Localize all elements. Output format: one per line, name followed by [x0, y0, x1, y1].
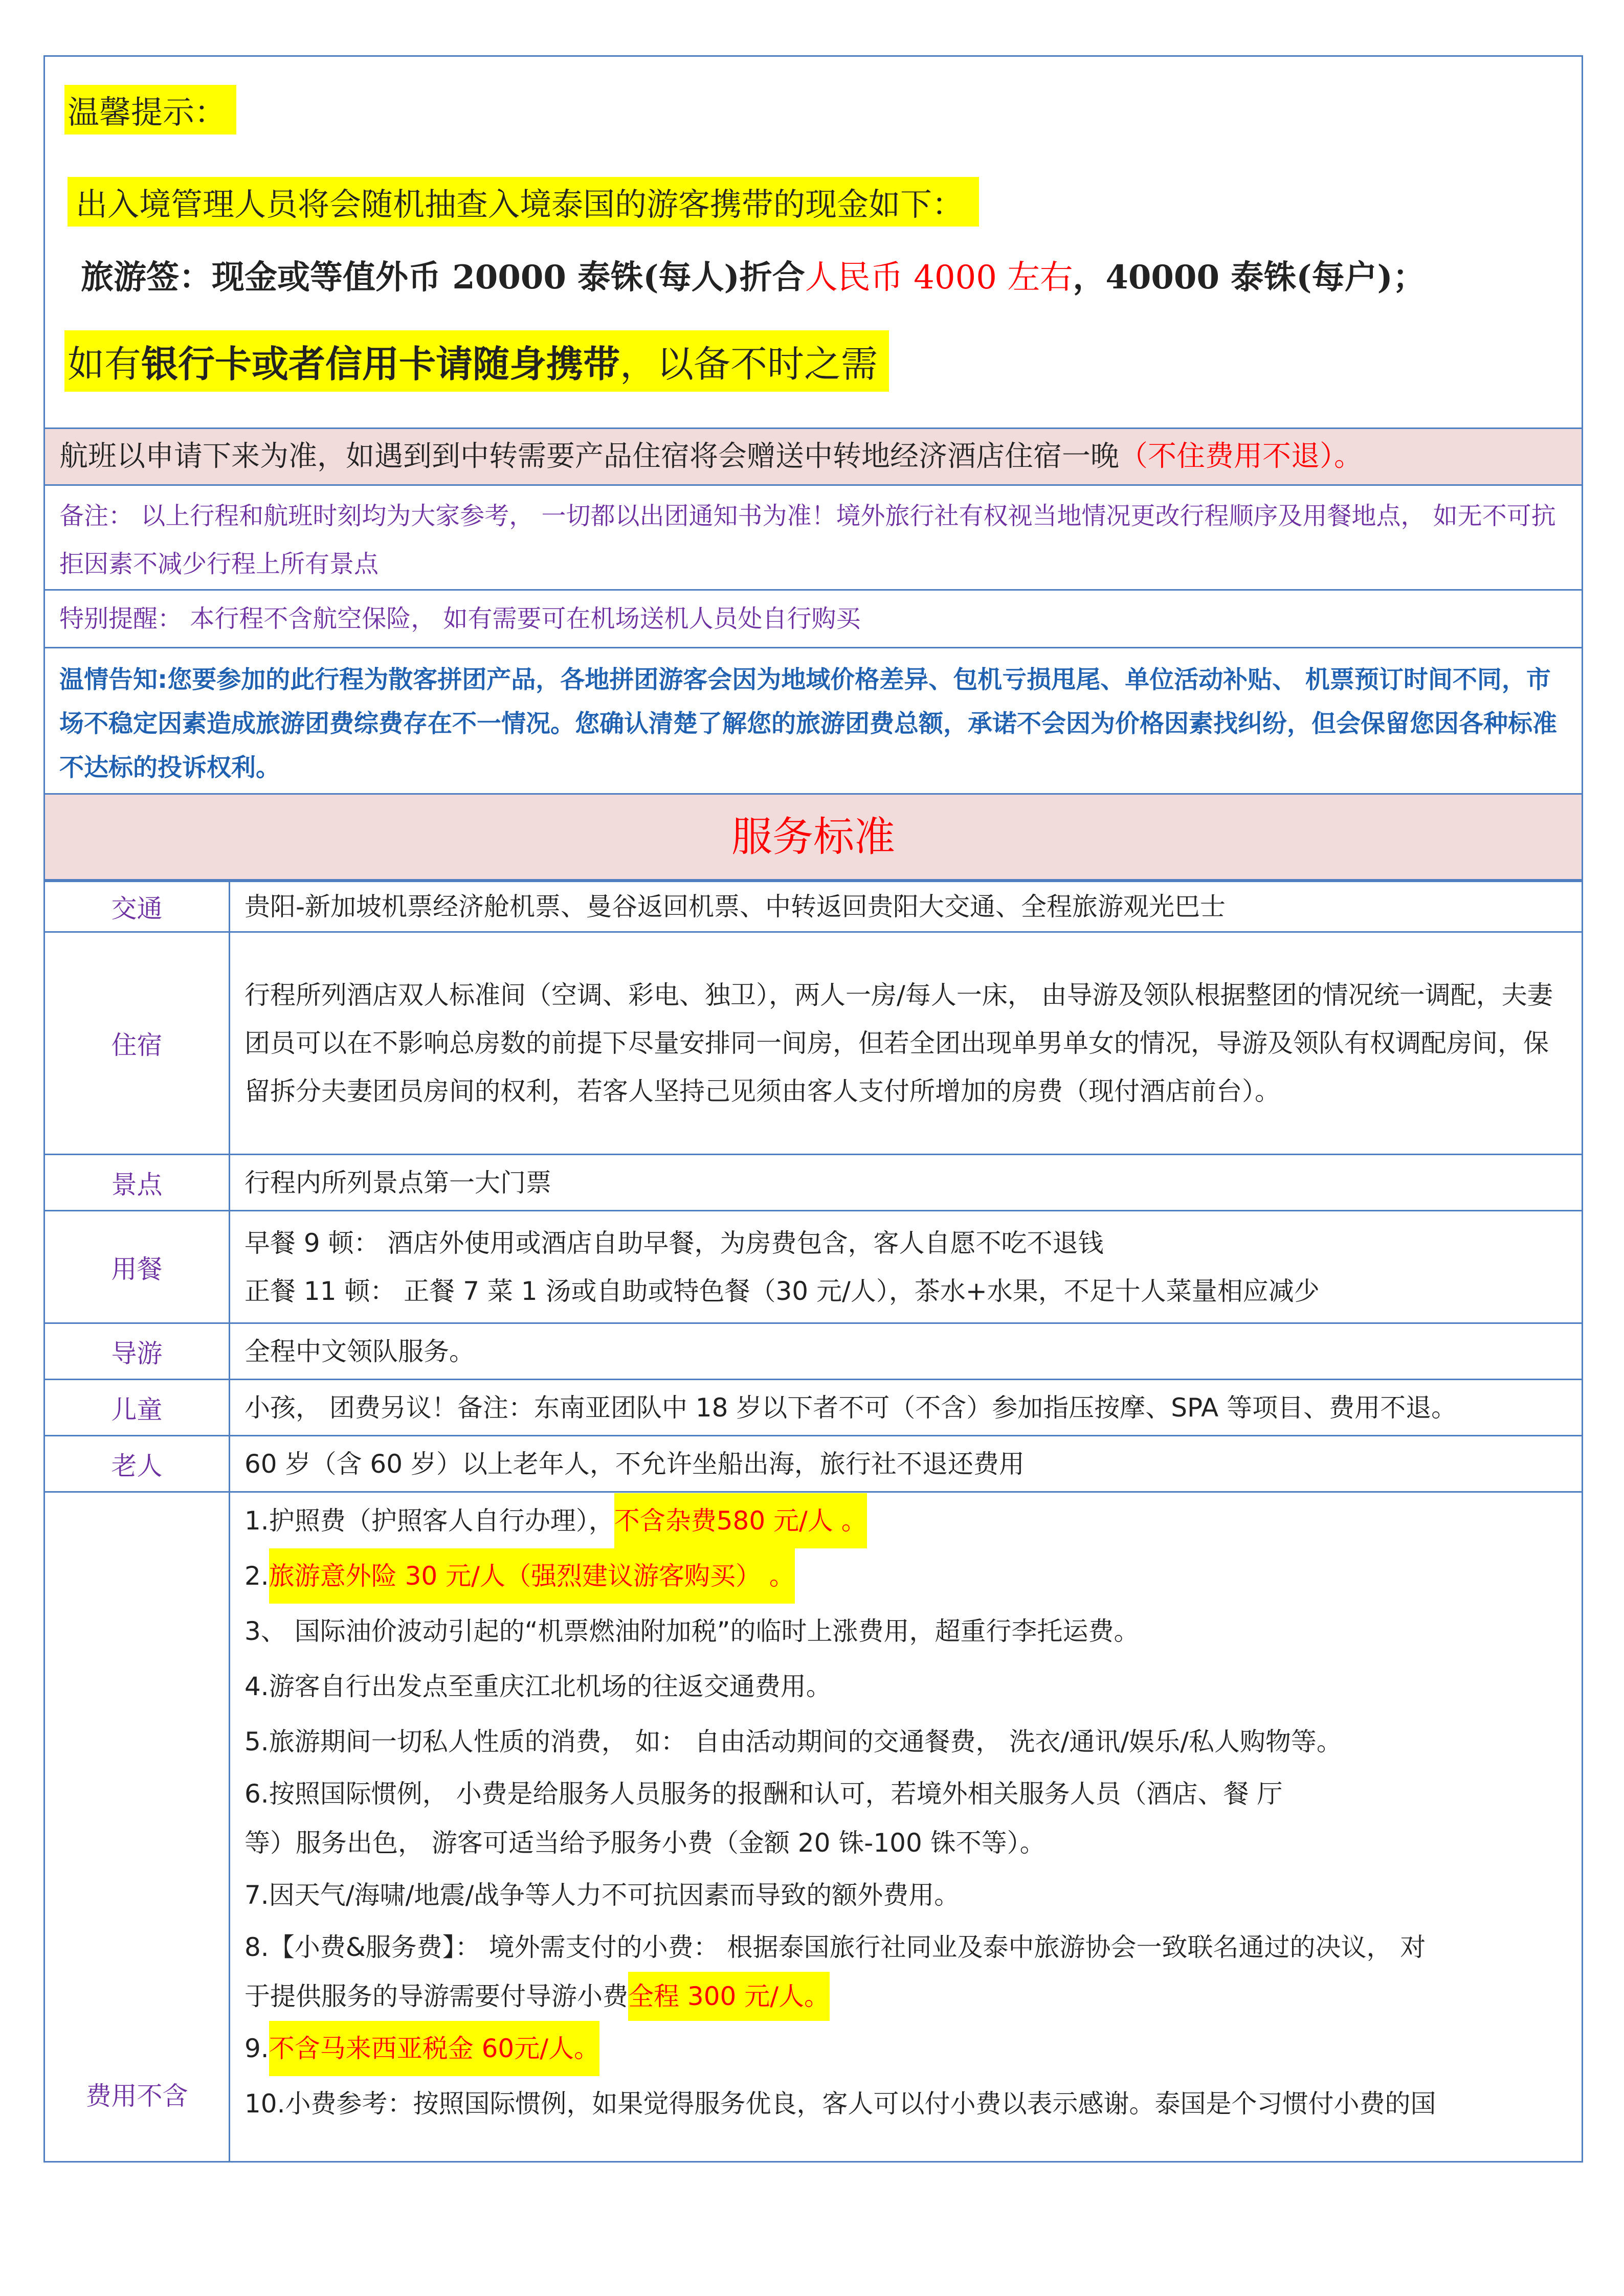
row-label: 儿童 [45, 1380, 230, 1436]
flight-red: （不住费用不退）。 [1119, 440, 1363, 473]
row-value [230, 1211, 1583, 1323]
list-item [244, 2021, 1581, 2076]
list-item: 7.因天气/海啸/地震/战争等人力不可抗因素而导致的额外费用。 [244, 1880, 960, 1910]
list-item: 5.旅游期间一切私人性质的消费， 如： 自由活动期间的交通餐费， 洗衣/通讯/娱乐/私人购物等。 [244, 1727, 1342, 1757]
list-item: 3、 国际油价波动引起的“机票燃油附加税”的临时上涨费用，超重行李托运费。 [244, 1616, 1140, 1646]
row-label: 费用不含 [45, 1492, 230, 2162]
tips-card-prefix: 如有 [68, 343, 142, 386]
tips-visa-rmb: 人民币 4000 左右 [805, 259, 1073, 297]
table-row [45, 1436, 1583, 1492]
item-highlight: 旅游意外险 30 元/人（强烈建议游客购买） 。 [269, 1548, 795, 1604]
service-title: 服务标准 [43, 795, 1583, 881]
tips-visa-prefix: 旅游签：现金或等值外币 20000 泰铢(每人)折合 [81, 258, 805, 297]
meal-dinner: 正餐 11 顿： 正餐 7 菜 1 汤或自助或特色餐（30 元/人），茶水+水果，不足十人菜量相应减少 [244, 1276, 1320, 1306]
table-row [45, 1380, 1583, 1436]
item-highlight: 全程 300 元/人。 [628, 1972, 830, 2021]
item-text: 于提供服务的导游需要付导游小费 [244, 1982, 628, 2011]
row-label: 老人 [45, 1436, 230, 1492]
item-highlight: 不含马来西亚税金 60元/人。 [269, 2021, 599, 2076]
tips-heading: 温馨提示： [64, 85, 236, 134]
table-row [45, 882, 1583, 932]
flight-notice [43, 429, 1583, 486]
list-item [244, 1493, 1581, 1548]
row-label: 用餐 [45, 1211, 230, 1323]
row-label: 交通 [45, 882, 230, 932]
list-item: 10.小费参考：按照国际惯例，如果觉得服务优良，客人可以付小费以表示感谢。泰国是个习惯付小费的国 [244, 2089, 1436, 2119]
row-label: 住宿 [45, 932, 230, 1155]
table-row [45, 1155, 1583, 1211]
warm-notice: 温情告知:您要参加的此行程为散客拼团产品，各地拼团游客会因为地域价格差异、包机亏损甩尾、单位活动补贴、 机票预订时间不同，市场不稳定因素造成旅游团费综费存在不一情况。您确认清楚了解您的旅游团费总额，承诺不会因为价格因素找纠纷，但会保留您因各种标准不达标的投诉权利。 [43, 648, 1583, 795]
table-row [45, 1492, 1583, 2162]
document-page [43, 55, 1583, 2163]
row-value: 贵阳-新加坡机票经济舱机票、曼谷返回机票、中转返回贵阳大交通、全程旅游观光巴士 [230, 882, 1583, 932]
remark-note: 备注： 以上行程和航班时刻均为大家参考， 一切都以出团通知书为准！境外旅行社有权视当地情况更改行程顺序及用餐地点， 如无不可抗拒因素不减少行程上所有景点 [43, 486, 1583, 591]
item-text: 2. [244, 1561, 269, 1591]
service-table [43, 881, 1583, 2163]
row-value: 行程所列酒店双人标准间（空调、彩电、独卫），两人一房/每人一床， 由导游及领队根据整团的情况统一调配，夫妻团员可以在不影响总房数的前提下尽量安排同一间房，但若全团出现单男单女的情况，导游及领队有权调配房间，保留拆分夫妻团员房间的权利，若客人坚持己见须由客人支付所增加的房费（现付酒店前台）。 [230, 932, 1583, 1155]
item-text: 1.护照费（护照客人自行办理）， [244, 1506, 614, 1536]
tips-box [43, 55, 1583, 429]
flight-text: 航班以申请下来为准，如遇到到中转需要产品住宿将会赠送中转地经济酒店住宿一晚 [59, 440, 1119, 473]
special-reminder: 特别提醒： 本行程不含航空保险， 如有需要可在机场送机人员处自行购买 [43, 591, 1583, 648]
list-item [244, 1548, 1581, 1604]
tips-visa-suffix: ，40000 泰铢(每户)； [1073, 258, 1426, 297]
row-value: 小孩， 团费另议！备注：东南亚团队中 18 岁以下者不可（不含）参加指压按摩、SPA 等项目、费用不退。 [230, 1380, 1583, 1436]
exclusion-list [230, 1492, 1583, 2162]
meal-breakfast: 早餐 9 顿： 酒店外使用或酒店自助早餐，为房费包含，客人自愿不吃不退钱 [244, 1228, 1104, 1258]
row-label: 景点 [45, 1155, 230, 1211]
row-label: 导游 [45, 1323, 230, 1380]
row-value: 全程中文领队服务。 [230, 1323, 1583, 1380]
table-row [45, 1211, 1583, 1323]
list-item: 6.按照国际惯例， 小费是给服务人员服务的报酬和认可，若境外相关服务人员（酒店、餐 厅 [244, 1779, 1283, 1809]
tips-card-suffix: ，以备不时之需 [620, 343, 878, 386]
row-value: 60 岁（含 60 岁）以上老年人，不允许坐船出海，旅行社不退还费用 [230, 1436, 1583, 1492]
tips-cash-check: 出入境管理人员将会随机抽查入境泰国的游客携带的现金如下： [68, 177, 979, 227]
tips-card-note [64, 330, 889, 392]
list-item: 4.游客自行出发点至重庆江北机场的往返交通费用。 [244, 1672, 832, 1701]
row-value: 行程内所列景点第一大门票 [230, 1155, 1583, 1211]
tips-visa-cash [81, 251, 1426, 298]
table-row [45, 932, 1583, 1155]
item-highlight: 不含杂费580 元/人 。 [614, 1493, 867, 1548]
table-row [45, 1323, 1583, 1380]
list-item: 等）服务出色， 游客可适当给予服务小费（金额 20 铢-100 铢不等）。 [244, 1828, 1045, 1858]
item-text: 9. [244, 2034, 269, 2063]
tips-card-bold: 银行卡或者信用卡请随身携带 [141, 343, 620, 386]
list-item: 8.【小费&服务费】： 境外需支付的小费： 根据泰国旅行社同业及泰中旅游协会一致联名通过的决议， 对 [244, 1932, 1426, 1962]
list-item [244, 1972, 1581, 2021]
